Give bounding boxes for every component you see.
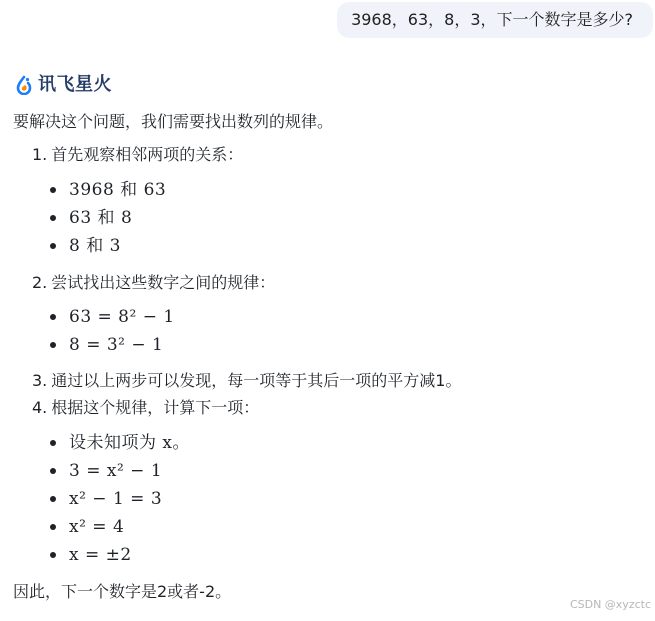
bullet-dot	[50, 187, 56, 193]
step-1-text: 首先观察相邻两项的关系：	[51, 145, 244, 164]
step-2-text: 尝试找出这些数字之间的规律：	[51, 273, 276, 292]
list-item	[50, 234, 121, 258]
user-message-bubble	[337, 2, 653, 38]
bullet-text: x² = 4	[69, 517, 125, 537]
step-3	[32, 369, 461, 393]
bullet-text: 3 = x² − 1	[69, 461, 163, 481]
bullet-dot	[50, 314, 56, 320]
step-3-number: 3.	[32, 371, 48, 390]
step-4-text: 根据这个规律，计算下一项：	[51, 398, 260, 417]
bullet-text: 63 和 8	[69, 208, 133, 228]
step-2-number: 2.	[32, 273, 48, 292]
step-4-number: 4.	[32, 398, 48, 417]
bullet-dot	[50, 440, 56, 446]
list-item	[50, 515, 124, 539]
bullet-text: 8 和 3	[69, 236, 121, 256]
step-2	[32, 271, 275, 295]
bullet-dot	[50, 496, 56, 502]
bullet-dot	[50, 468, 56, 474]
bullet-dot	[50, 342, 56, 348]
assistant-brand	[14, 72, 112, 98]
bullet-dot	[50, 552, 56, 558]
watermark: CSDN @xyzctc	[569, 598, 651, 611]
step-1	[32, 143, 243, 167]
bullet-dot	[50, 243, 56, 249]
bullet-text: x = ±2	[69, 545, 132, 565]
bullet-text: 63 = 8² − 1	[69, 307, 175, 327]
bullet-text: 设未知项为 x。	[69, 433, 190, 453]
list-item	[50, 459, 162, 483]
step-1-number: 1.	[32, 145, 48, 164]
step-4	[32, 396, 259, 420]
step-3-text: 通过以上两步可以发现，每一项等于其后一项的平方减1。	[51, 371, 462, 390]
list-item	[50, 305, 175, 329]
list-item	[50, 543, 132, 567]
bullet-text: 3968 和 63	[69, 180, 167, 200]
spark-logo-icon	[14, 75, 34, 95]
user-message-text: 3968，63，8，3，下一个数字是多少?	[351, 10, 633, 29]
list-item	[50, 431, 190, 455]
list-item	[50, 206, 132, 230]
brand-name: 讯飞星火	[38, 74, 112, 95]
answer-conclusion: 因此，下一个数字是2或者-2。	[13, 582, 232, 601]
answer-intro: 要解决这个问题，我们需要找出数列的规律。	[13, 112, 334, 131]
bullet-text: 8 = 3² − 1	[69, 335, 164, 355]
list-item	[50, 333, 163, 357]
bullet-text: x² − 1 = 3	[69, 489, 163, 509]
bullet-dot	[50, 524, 56, 530]
bullet-dot	[50, 215, 56, 221]
list-item	[50, 487, 162, 511]
list-item	[50, 178, 166, 202]
